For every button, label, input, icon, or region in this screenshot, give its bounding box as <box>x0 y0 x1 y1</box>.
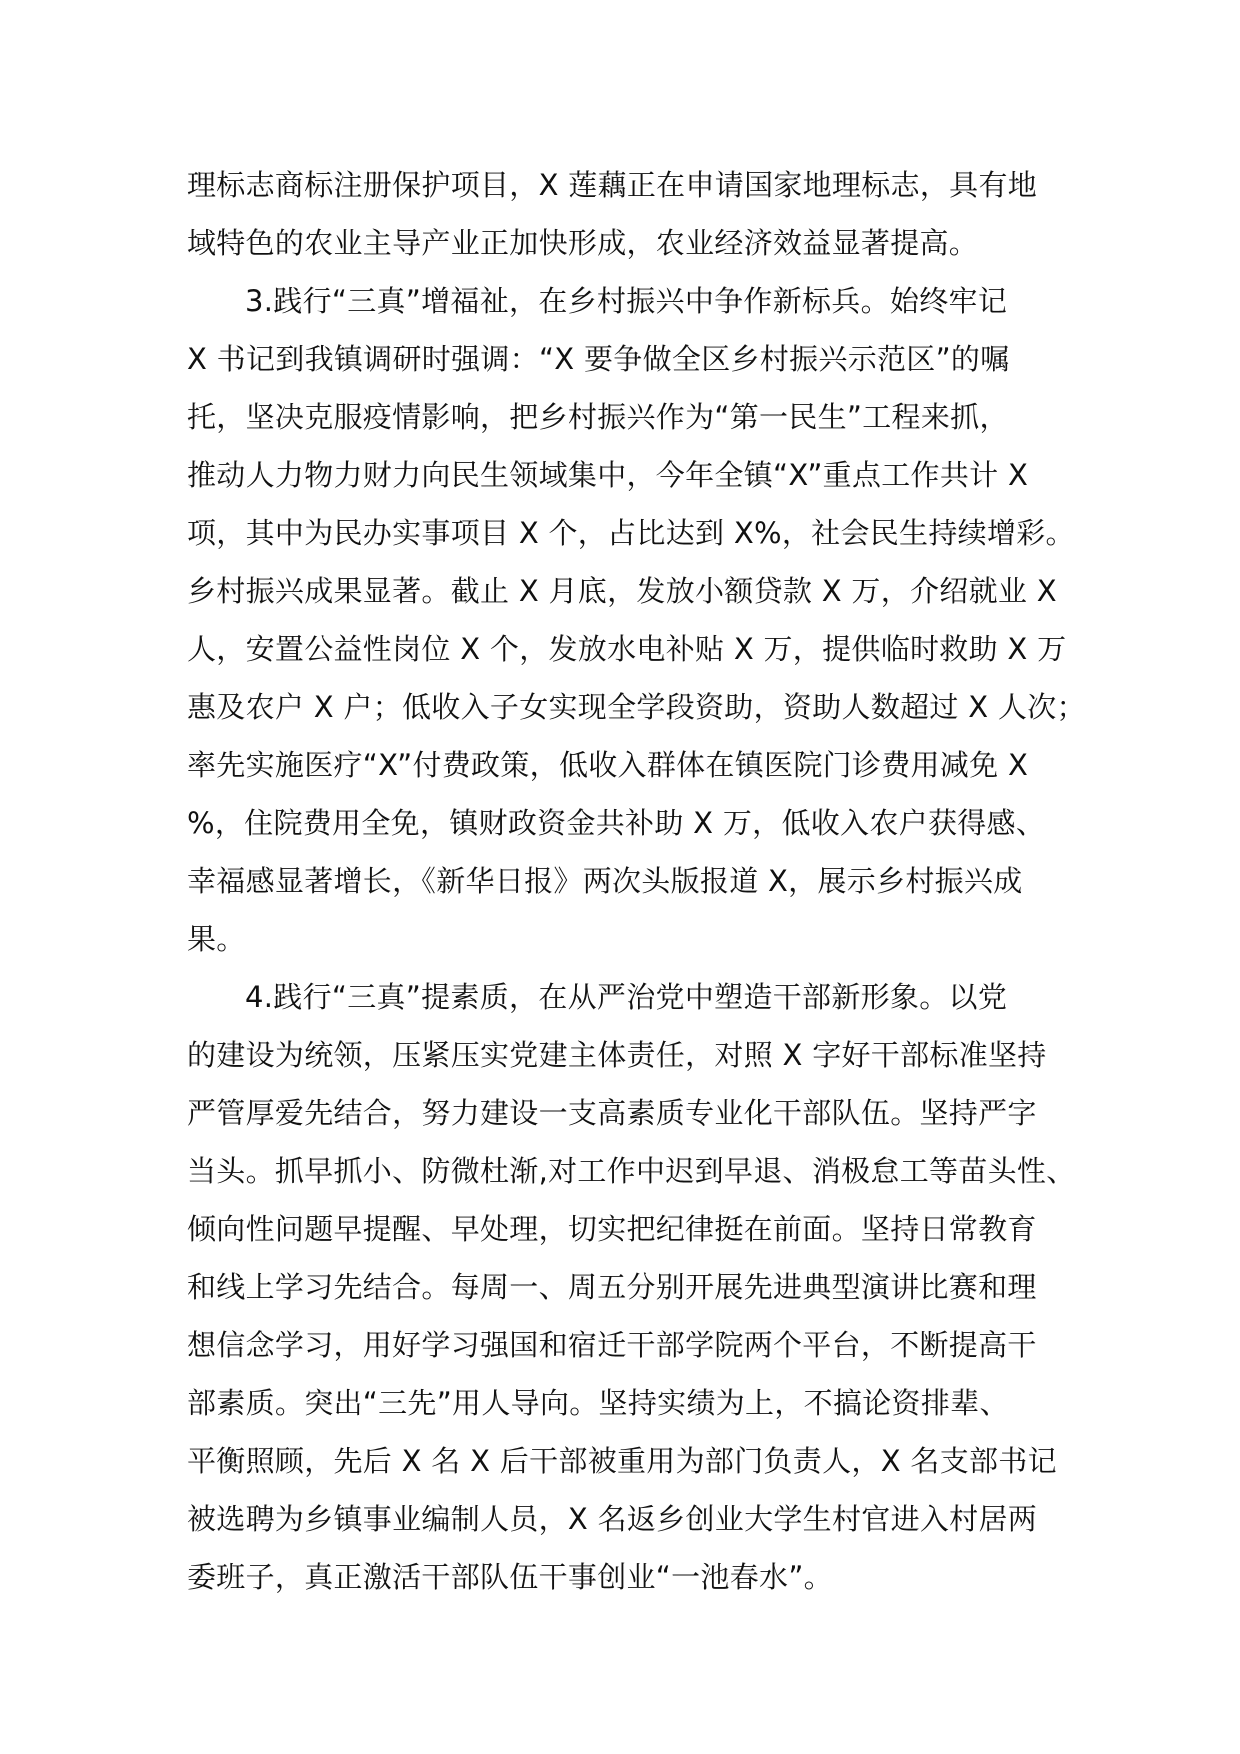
text-line: 当头。抓早抓小、防微杜渐,对工作中迟到早退、消极怠工等苗头性、 <box>187 1154 1076 1188</box>
text-line: 被选聘为乡镇事业编制人员，X 名返乡创业大学生村官进入村居两 <box>187 1502 1038 1536</box>
text-line: %，住院费用全免，镇财政资金共补助 X 万，低收入农户获得感、 <box>187 806 1046 840</box>
text-line: 和线上学习先结合。每周一、周五分别开展先进典型演讲比赛和理 <box>187 1270 1037 1304</box>
text-line: 平衡照顾，先后 X 名 X 后干部被重用为部门负责人，X 名支部书记 <box>187 1444 1057 1478</box>
text-line: 严管厚爱先结合，努力建设一支高素质专业化干部队伍。坚持严字 <box>187 1096 1037 1130</box>
section-4-heading-line: 4.践行“三真”提素质，在从严治党中塑造干部新形象。以党 <box>245 980 1008 1014</box>
section-3-heading-line: 3.践行“三真”增福祉，在乡村振兴中争作新标兵。始终牢记 <box>245 284 1008 318</box>
text-line: 的建设为统领，压紧压实党建主体责任，对照 X 字好干部标准坚持 <box>187 1038 1047 1072</box>
paragraph-section-3 <box>187 272 1087 968</box>
text-line: 乡村振兴成果显著。截止 X 月底，发放小额贷款 X 万，介绍就业 X <box>187 574 1057 608</box>
paragraph-continuation <box>187 156 1087 272</box>
text-line: 域特色的农业主导产业正加快形成，农业经济效益显著提高。 <box>187 226 979 260</box>
text-line: 部素质。突出“三先”用人导向。坚持实绩为上，不搞论资排辈、 <box>187 1386 1009 1420</box>
text-line: 理标志商标注册保护项目，X 莲藕正在申请国家地理标志，具有地 <box>187 168 1038 202</box>
text-line: 委班子，真正激活干部队伍干事创业“一池春水”。 <box>187 1560 833 1594</box>
text-line: 托，坚决克服疫情影响，把乡村振兴作为“第一民生”工程来抓， <box>187 400 1009 434</box>
text-line: 人，安置公益性岗位 X 个，发放水电补贴 X 万，提供临时救助 X 万 <box>187 632 1067 666</box>
document-body <box>187 156 1087 1606</box>
text-line: 率先实施医疗“X”付费政策，低收入群体在镇医院门诊费用减免 X <box>187 748 1029 782</box>
text-line: 倾向性问题早提醒、早处理，切实把纪律挺在前面。坚持日常教育 <box>187 1212 1037 1246</box>
paragraph-section-4 <box>187 968 1087 1606</box>
text-line: 果。 <box>187 922 246 956</box>
text-line: 惠及农户 X 户；低收入子女实现全学段资助，资助人数超过 X 人次； <box>187 690 1086 724</box>
text-line: X 书记到我镇调研时强调：“X 要争做全区乡村振兴示范区”的嘱 <box>187 342 1010 376</box>
text-line: 推动人力物力财力向民生领域集中，今年全镇“X”重点工作共计 X <box>187 458 1029 492</box>
text-line: 幸福感显著增长，《新华日报》两次头版报道 X，展示乡村振兴成 <box>187 864 1023 898</box>
text-line: 想信念学习，用好学习强国和宿迁干部学院两个平台，不断提高干 <box>187 1328 1037 1362</box>
text-line: 项，其中为民办实事项目 X 个，占比达到 X%，社会民生持续增彩。 <box>187 516 1075 550</box>
